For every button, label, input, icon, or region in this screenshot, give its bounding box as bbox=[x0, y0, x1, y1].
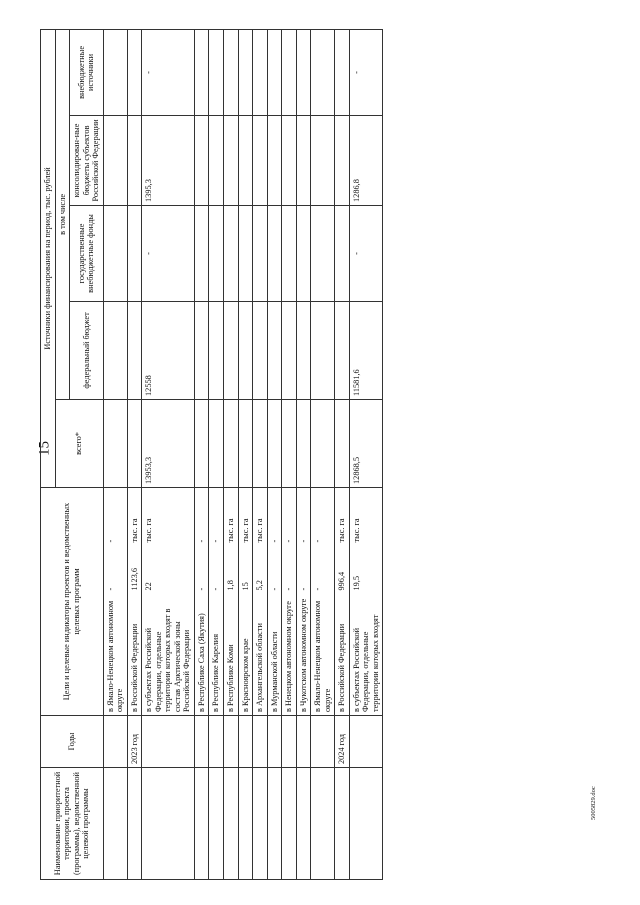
cell-value: - bbox=[103, 546, 127, 594]
cell-regional bbox=[238, 115, 253, 205]
cell-state-funds bbox=[267, 205, 282, 301]
cell-federal bbox=[253, 301, 268, 399]
cell-extra: - bbox=[142, 29, 195, 115]
footer-document-code: 5005829.doc bbox=[590, 786, 597, 820]
cell-unit: тыс. га bbox=[238, 487, 253, 545]
cell-unit: - bbox=[267, 487, 282, 545]
cell-state-funds bbox=[335, 205, 350, 301]
cell-unit: тыс. га bbox=[142, 487, 195, 545]
cell-total bbox=[223, 399, 238, 487]
cell-unit: тыс. га bbox=[349, 487, 383, 545]
cell-extra bbox=[282, 29, 297, 115]
cell-federal bbox=[311, 301, 335, 399]
cell-state-funds bbox=[223, 205, 238, 301]
cell-indicator: в Архангельской области bbox=[253, 594, 268, 716]
cell-state-funds bbox=[296, 205, 311, 301]
table-row bbox=[296, 29, 311, 879]
cell-value: - bbox=[209, 546, 224, 594]
cell-state-funds bbox=[194, 205, 209, 301]
cell-federal: 12558 bbox=[142, 301, 195, 399]
header-year: Годы bbox=[41, 716, 104, 768]
cell-state-funds bbox=[311, 205, 335, 301]
cell-total bbox=[311, 399, 335, 487]
cell-regional: 1395,3 bbox=[142, 115, 195, 205]
cell-year bbox=[296, 716, 311, 768]
header-name: Наименование приоритетной территории, проекта (программы), ведомственной целевой программы bbox=[41, 768, 104, 880]
cell-value: - bbox=[267, 546, 282, 594]
cell-total bbox=[194, 399, 209, 487]
cell-total bbox=[335, 399, 350, 487]
cell-value: 22 bbox=[142, 546, 195, 594]
cell-federal bbox=[282, 301, 297, 399]
cell-value: 1123,6 bbox=[127, 546, 142, 594]
cell-year bbox=[238, 716, 253, 768]
cell-year bbox=[311, 716, 335, 768]
cell-regional bbox=[253, 115, 268, 205]
cell-year bbox=[194, 716, 209, 768]
cell-year bbox=[142, 716, 195, 768]
cell-value: 996,4 bbox=[335, 546, 350, 594]
header-total: всего* bbox=[55, 399, 103, 487]
cell-value: - bbox=[296, 546, 311, 594]
cell-extra: - bbox=[349, 29, 383, 115]
cell-indicator: в субъектах Российской Федерации, отдельные территории которых входят в состав Арктической зоны Российской Федерации bbox=[142, 594, 195, 716]
header-federal: федеральный бюджет bbox=[70, 301, 104, 399]
cell-regional bbox=[209, 115, 224, 205]
cell-state-funds: - bbox=[349, 205, 383, 301]
cell-regional bbox=[296, 115, 311, 205]
cell-name bbox=[335, 768, 350, 880]
table-row bbox=[142, 29, 195, 879]
cell-name bbox=[103, 768, 127, 880]
cell-unit: тыс. га bbox=[127, 487, 142, 545]
cell-name bbox=[311, 768, 335, 880]
cell-total: 12868,5 bbox=[349, 399, 383, 487]
cell-federal bbox=[127, 301, 142, 399]
cell-total bbox=[267, 399, 282, 487]
cell-value: 1,8 bbox=[223, 546, 238, 594]
cell-value: - bbox=[282, 546, 297, 594]
cell-indicator: в Чукотском автономном округе bbox=[296, 594, 311, 716]
table-row bbox=[238, 29, 253, 879]
cell-regional bbox=[127, 115, 142, 205]
cell-name bbox=[127, 768, 142, 880]
cell-regional bbox=[103, 115, 127, 205]
cell-name bbox=[238, 768, 253, 880]
cell-unit: тыс. га bbox=[253, 487, 268, 545]
cell-indicator: в Мурманской области bbox=[267, 594, 282, 716]
cell-federal bbox=[103, 301, 127, 399]
cell-state-funds: - bbox=[142, 205, 195, 301]
financing-table-container bbox=[40, 30, 620, 880]
cell-federal: 11581,6 bbox=[349, 301, 383, 399]
cell-value: - bbox=[311, 546, 335, 594]
cell-federal bbox=[267, 301, 282, 399]
cell-total: 13953,3 bbox=[142, 399, 195, 487]
cell-name bbox=[194, 768, 209, 880]
cell-unit: тыс. га bbox=[335, 487, 350, 545]
cell-year bbox=[349, 716, 383, 768]
table-row bbox=[209, 29, 224, 879]
cell-total bbox=[209, 399, 224, 487]
cell-extra bbox=[209, 29, 224, 115]
cell-unit: - bbox=[103, 487, 127, 545]
header-sources: Источники финансирования на период, тыс. рублей bbox=[41, 29, 56, 487]
header-extra: внебюджетные источники bbox=[70, 29, 104, 115]
cell-indicator: в Российской Федерации bbox=[335, 594, 350, 716]
cell-unit: тыс. га bbox=[223, 487, 238, 545]
cell-indicator: в Республике Коми bbox=[223, 594, 238, 716]
table-row bbox=[349, 29, 383, 879]
cell-federal bbox=[209, 301, 224, 399]
cell-extra bbox=[103, 29, 127, 115]
cell-indicator: в Ненецком автономном округе bbox=[282, 594, 297, 716]
cell-unit: - bbox=[282, 487, 297, 545]
cell-total bbox=[238, 399, 253, 487]
cell-year bbox=[282, 716, 297, 768]
cell-value: 15 bbox=[238, 546, 253, 594]
header-including: в том числе bbox=[55, 29, 70, 399]
table-row bbox=[282, 29, 297, 879]
cell-state-funds bbox=[209, 205, 224, 301]
cell-total bbox=[296, 399, 311, 487]
cell-year bbox=[267, 716, 282, 768]
cell-name bbox=[349, 768, 383, 880]
cell-name bbox=[209, 768, 224, 880]
cell-year: 2023 год bbox=[127, 716, 142, 768]
cell-regional bbox=[282, 115, 297, 205]
cell-state-funds bbox=[127, 205, 142, 301]
cell-federal bbox=[296, 301, 311, 399]
cell-total bbox=[253, 399, 268, 487]
cell-year: 2024 год bbox=[335, 716, 350, 768]
table-row bbox=[194, 29, 209, 879]
cell-regional: 1286,8 bbox=[349, 115, 383, 205]
header-regional: консолидирован-ные бюджеты субъектов Российской Федерации bbox=[70, 115, 104, 205]
cell-indicator: в Ямало-Ненецком автономном округе bbox=[103, 594, 127, 716]
table-row bbox=[267, 29, 282, 879]
cell-name bbox=[223, 768, 238, 880]
financing-table bbox=[40, 29, 383, 880]
page-number: 15 bbox=[36, 441, 53, 456]
cell-value: 5,2 bbox=[253, 546, 268, 594]
cell-name bbox=[296, 768, 311, 880]
cell-extra bbox=[253, 29, 268, 115]
table-row bbox=[311, 29, 335, 879]
cell-year bbox=[103, 716, 127, 768]
table-row bbox=[253, 29, 268, 879]
cell-regional bbox=[311, 115, 335, 205]
header-state-funds: государственные внебюджетные фонды bbox=[70, 205, 104, 301]
cell-total bbox=[103, 399, 127, 487]
table-body bbox=[103, 29, 383, 879]
cell-state-funds bbox=[253, 205, 268, 301]
cell-indicator: в Республике Карелия bbox=[209, 594, 224, 716]
table-row bbox=[103, 29, 127, 879]
cell-state-funds bbox=[103, 205, 127, 301]
cell-extra bbox=[238, 29, 253, 115]
cell-year bbox=[253, 716, 268, 768]
cell-total bbox=[282, 399, 297, 487]
cell-indicator: в субъектах Российской Федерации, отдельные территории которых входят bbox=[349, 594, 383, 716]
cell-unit: - bbox=[194, 487, 209, 545]
cell-federal bbox=[335, 301, 350, 399]
cell-indicator: в Ямало-Ненецком автономном округе bbox=[311, 594, 335, 716]
cell-extra bbox=[127, 29, 142, 115]
cell-year bbox=[209, 716, 224, 768]
cell-extra bbox=[296, 29, 311, 115]
cell-regional bbox=[335, 115, 350, 205]
cell-name bbox=[267, 768, 282, 880]
header-goals: Цели и целевые индикаторы проектов и ведомственных целевых программ bbox=[41, 487, 104, 715]
cell-federal bbox=[194, 301, 209, 399]
cell-name bbox=[282, 768, 297, 880]
cell-total bbox=[127, 399, 142, 487]
cell-extra bbox=[194, 29, 209, 115]
cell-unit: - bbox=[209, 487, 224, 545]
cell-federal bbox=[238, 301, 253, 399]
cell-value: 19,5 bbox=[349, 546, 383, 594]
table-row bbox=[223, 29, 238, 879]
cell-value: - bbox=[194, 546, 209, 594]
cell-regional bbox=[267, 115, 282, 205]
cell-regional bbox=[194, 115, 209, 205]
cell-regional bbox=[223, 115, 238, 205]
cell-name bbox=[253, 768, 268, 880]
cell-indicator: в Российской Федерации bbox=[127, 594, 142, 716]
cell-extra bbox=[267, 29, 282, 115]
cell-unit: - bbox=[296, 487, 311, 545]
cell-indicator: в Красноярском крае bbox=[238, 594, 253, 716]
table-row bbox=[127, 29, 142, 879]
cell-extra bbox=[311, 29, 335, 115]
cell-extra bbox=[335, 29, 350, 115]
cell-extra bbox=[223, 29, 238, 115]
cell-state-funds bbox=[282, 205, 297, 301]
cell-state-funds bbox=[238, 205, 253, 301]
cell-year bbox=[223, 716, 238, 768]
cell-unit: - bbox=[311, 487, 335, 545]
cell-name bbox=[142, 768, 195, 880]
table-row bbox=[335, 29, 350, 879]
cell-indicator: в Республике Саха (Якутия) bbox=[194, 594, 209, 716]
cell-federal bbox=[223, 301, 238, 399]
